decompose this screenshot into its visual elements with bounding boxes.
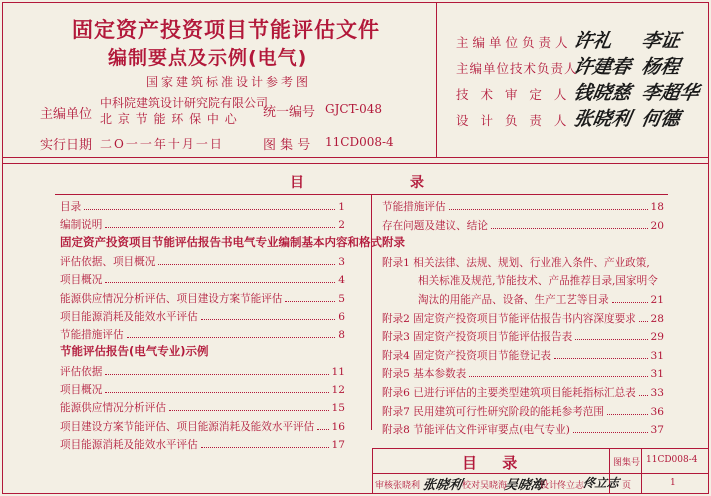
- resp-label-1: 主编单位负责人: [456, 35, 572, 50]
- code-value: GJCT-048: [325, 102, 382, 116]
- toc-leader-dots: [554, 358, 648, 359]
- reviewer-name: 张晓利: [393, 481, 421, 491]
- toc-section-heading: 固定资产投资项目节能评估报告书电气专业编制基本内容和格式: [60, 234, 382, 249]
- toc-leader-dots: [158, 264, 335, 265]
- toc-entry: [382, 366, 664, 382]
- toc-entry-text: 相关标准及规范,节能技术、产品推荐目录,国家明令: [418, 275, 658, 288]
- toc-entry: [60, 217, 345, 233]
- toc-entry: [382, 199, 664, 215]
- footer-atlas-value: 11CD008-4: [646, 455, 698, 465]
- code-label: 统一编号: [263, 105, 316, 120]
- toc-leader-dots: [612, 302, 648, 303]
- toc-entry: [382, 404, 664, 420]
- toc-heading-left: 目: [290, 175, 304, 191]
- toc-column-divider: [371, 194, 372, 430]
- signature-4b: 何德: [639, 108, 682, 130]
- toc-entry: [60, 272, 345, 288]
- toc-leader-dots: [449, 209, 648, 210]
- toc-section-heading: 节能评估报告(电气专业)示例: [60, 344, 209, 359]
- toc-entry-title: 节能措施评估: [382, 201, 446, 213]
- toc-heading-right: 录: [410, 175, 424, 191]
- atlas-title-line1: 固定资产投资项目节能评估文件: [72, 18, 380, 42]
- toc-entry-page: 4: [338, 274, 345, 287]
- toc-entry: [382, 292, 664, 308]
- signature-3b: 李超华: [639, 82, 701, 104]
- toc-entry: [60, 327, 345, 343]
- toc-entry-page: 12: [331, 384, 345, 396]
- toc-leader-dots: [639, 395, 648, 396]
- toc-entry-title: 附录4 固定资产投资项目节能登记表: [382, 349, 552, 362]
- checker-signature: 吴晓海: [503, 478, 545, 493]
- toc-leader-dots: [575, 339, 647, 340]
- toc-entry-title: 项目能源消耗及能效水平评估: [60, 310, 198, 323]
- toc-entry-title: 编制说明: [60, 219, 103, 232]
- toc-leader-dots: [84, 209, 335, 210]
- designer-label: 设计: [540, 481, 559, 491]
- toc-entry-title: 能源供应情况分析评估、项目建设方案节能评估: [60, 292, 283, 305]
- toc-leader-dots: [201, 447, 329, 448]
- toc-entry: [382, 329, 664, 345]
- designer-signature: 佟立志: [581, 476, 621, 490]
- toc-entry-title: 附录3 固定资产投资项目节能评估报告表: [382, 331, 573, 344]
- toc-entry-title: 能源供应情况分析评估: [60, 402, 166, 415]
- atlas-title-line2: 编制要点及示例(电气): [108, 47, 308, 69]
- toc-entry-page: 21: [650, 294, 664, 306]
- date-label: 实行日期: [40, 138, 93, 153]
- toc-entry: [382, 218, 664, 234]
- signature-2: 许建春: [571, 56, 633, 78]
- toc-entry: [382, 422, 664, 438]
- toc-entry-page: 15: [331, 402, 345, 415]
- toc-leader-dots: [169, 410, 329, 411]
- toc-entry-page: 11: [331, 365, 345, 378]
- toc-leader-dots: [105, 227, 335, 228]
- toc-entry-title: 附录5 基本参数表: [382, 368, 467, 381]
- toc-entry: [60, 364, 345, 380]
- toc-entry-page: 29: [650, 331, 664, 344]
- toc-leader-dots: [285, 301, 335, 302]
- resp-label-4: 设 计 负 责 人: [456, 113, 571, 128]
- toc-section-heading: 附录: [382, 235, 405, 250]
- toc-entry-page: 5: [338, 292, 345, 305]
- toc-entry-page: 33: [650, 387, 664, 399]
- toc-entry-page: 18: [650, 201, 664, 213]
- atlas-number-label: 图 集 号: [263, 138, 311, 153]
- toc-entry-page: 20: [650, 219, 664, 232]
- toc-entry: [60, 419, 345, 435]
- toc-entry-page: 6: [338, 310, 345, 323]
- toc-entry-title: 淘汰的用能产品、设备、生产工艺等目录: [418, 294, 609, 306]
- toc-entry-title: 目录: [60, 201, 82, 213]
- date-value: 二O一一年十月一日: [100, 137, 224, 151]
- toc-entry-title: 附录6 已进行评估的主要类型建筑项目能耗指标汇总表: [382, 387, 636, 399]
- toc-leader-dots: [201, 319, 336, 320]
- header-bottom-rule-2: [2, 163, 709, 164]
- toc-entry: [60, 437, 345, 453]
- checker-label: 校对: [462, 481, 481, 491]
- toc-entry-page: 3: [338, 255, 345, 268]
- toc-entry: [60, 382, 345, 398]
- footer-left-rule: [372, 448, 373, 494]
- signature-1: 许礼: [571, 30, 614, 52]
- toc-entry-page: 1: [338, 201, 345, 213]
- resp-label-3: 技 术 审 定 人: [456, 87, 571, 102]
- toc-entry-title: 评估依据: [60, 365, 103, 378]
- toc-entry-title: 评估依据、项目概况: [60, 255, 156, 268]
- toc-entry-page: 16: [331, 420, 345, 433]
- reviewer-label: 审核: [375, 481, 394, 491]
- toc-entry-page: 8: [338, 329, 345, 342]
- reviewer-signature: 张晓利: [421, 478, 463, 493]
- toc-entry-title: 附录7 民用建筑可行性研究阶段的能耗参考范围: [382, 405, 604, 418]
- resp-label-2: 主编单位技术负责人: [456, 61, 578, 76]
- signature-1b: 李证: [639, 30, 682, 52]
- toc-leader-dots: [317, 429, 328, 430]
- toc-entry-page: 2: [338, 219, 345, 232]
- toc-leader-dots: [105, 374, 328, 375]
- toc-entry-title: 存在问题及建议、结论: [382, 219, 488, 232]
- toc-entry: [60, 400, 345, 416]
- editor-label: 主编单位: [40, 107, 93, 122]
- toc-leader-dots: [607, 414, 648, 415]
- toc-leader-dots: [127, 337, 336, 338]
- footer-title: 目 录: [462, 454, 528, 472]
- toc-entry-title: 附录8 节能评估文件评审要点(电气专业): [382, 424, 570, 437]
- footer-top-rule: [372, 448, 709, 449]
- toc-entry-title: 项目能源消耗及能效水平评估: [60, 438, 198, 451]
- toc-entry-page: 17: [331, 438, 345, 451]
- toc-leader-dots: [105, 392, 328, 393]
- toc-entry: [60, 309, 345, 325]
- header-bottom-rule: [2, 157, 709, 158]
- footer-rule-2: [641, 448, 642, 494]
- signature-3: 钱晓慈: [571, 82, 633, 104]
- editor-value-1: 中科院建筑设计研究院有限公司: [100, 96, 269, 110]
- toc-leader-dots: [105, 282, 335, 283]
- designer-name: 佟立志: [557, 481, 585, 491]
- toc-entry-text: 附录1 相关法律、法规、规划、行业准入条件、产业政策,: [382, 256, 650, 269]
- toc-entry: [382, 385, 664, 401]
- footer-page-value: 1: [670, 478, 676, 488]
- toc-entry: [382, 311, 664, 327]
- header-divider: [436, 2, 437, 157]
- toc-entry-title: 项目概况: [60, 384, 103, 396]
- toc-entry-page: 31: [650, 368, 664, 381]
- toc-leader-dots: [491, 228, 648, 229]
- toc-entry-title: 附录2 固定资产投资项目节能评估报告书内容深度要求: [382, 312, 636, 325]
- toc-entry-page: 36: [650, 405, 664, 418]
- toc-entry: [60, 199, 345, 215]
- toc-leader-dots: [573, 432, 648, 433]
- toc-entry-page: 37: [650, 424, 664, 437]
- toc-entry-page: 28: [650, 312, 664, 325]
- toc-entry-page: 31: [650, 349, 664, 362]
- editor-value-2: 北 京 节 能 环 保 中 心: [100, 112, 238, 126]
- toc-entry: [60, 254, 345, 270]
- atlas-subtitle: 国家建筑标准设计参考图: [146, 75, 312, 89]
- toc-leader-dots: [639, 321, 648, 322]
- signature-2b: 杨程: [639, 56, 682, 78]
- toc-heading-rule: [55, 194, 668, 195]
- toc-entry-title: 项目概况: [60, 274, 103, 287]
- signature-4: 张晓利: [571, 108, 633, 130]
- toc-entry-title: 节能措施评估: [60, 329, 124, 342]
- toc-entry: [382, 348, 664, 364]
- footer-atlas-label: 图集号: [613, 458, 641, 468]
- toc-entry: [60, 291, 345, 307]
- atlas-number-value: 11CD008-4: [325, 135, 394, 149]
- footer-page-label: 页: [622, 481, 632, 491]
- toc-leader-dots: [469, 376, 647, 377]
- checker-name: 吴晓海: [480, 481, 508, 491]
- toc-entry-title: 项目建设方案节能评估、项目能源消耗及能效水平评估: [60, 420, 315, 433]
